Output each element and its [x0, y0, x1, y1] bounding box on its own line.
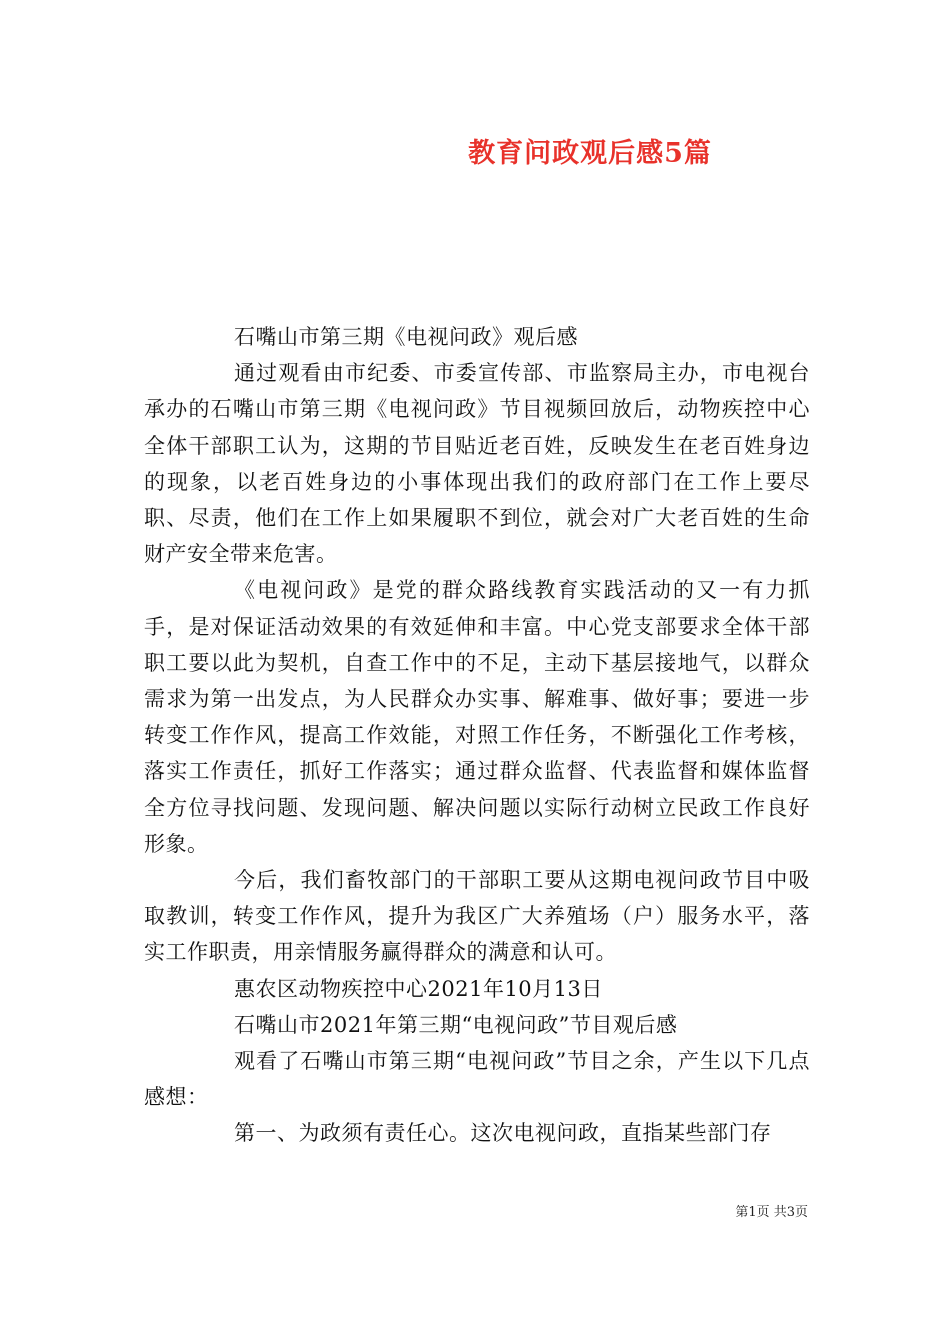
- paragraph: 第一、为政须有责任心。这次电视问政，直指某些部门存: [234, 1121, 772, 1146]
- paragraph: 观看了石嘴山市第三期“电视问政”节目之余，产生以下几点感想：: [144, 1049, 810, 1110]
- paragraph: 通过观看由市纪委、市委宣传部、市监察局主办，市电视台承办的石嘴山市第三期《电视问政》节目视频回放后，动物疾控中心全体干部职工认为，这期的节目贴近老百姓，反映发生在老百姓身边的现象，以老百姓身边的小事体现出我们的政府部门在工作上要尽职、尽责，他们在工作上如果履职不到位，就会对广大老百姓的生命财产安全带来危害。: [144, 361, 810, 567]
- paragraph: 《电视问政》是党的群众路线教育实践活动的又一有力抓手，是对保证活动效果的有效延伸和丰富。中心党支部要求全体干部职工要以此为契机，自查工作中的不足，主动下基层接地气，以群众需求为第一出发点，为人民群众办实事、解难事、做好事；要进一步转变工作作风，提高工作效能，对照工作任务，不断强化工作考核，落实工作责任，抓好工作落实；通过群众监督、代表监督和媒体监督全方位寻找问题、发现问题、解决问题以实际行动树立民政工作良好形象。: [144, 578, 810, 856]
- section-heading: 石嘴山市第三期《电视问政》观后感: [234, 325, 578, 349]
- paragraph: 今后，我们畜牧部门的干部职工要从这期电视问政节目中吸取教训，转变工作作风，提升为我区广大养殖场（户）服务水平，落实工作职责，用亲情服务赢得群众的满意和认可。: [144, 868, 810, 965]
- document-body: [144, 319, 810, 1152]
- section-heading: 石嘴山市2021年第三期“电视问政”节目观后感: [234, 1012, 678, 1037]
- page-number: 第1页 共3页: [735, 1205, 808, 1220]
- document-title: 教育问政观后感5篇: [468, 138, 712, 169]
- signature-line: 惠农区动物疾控中心2021年10月13日: [234, 976, 603, 1001]
